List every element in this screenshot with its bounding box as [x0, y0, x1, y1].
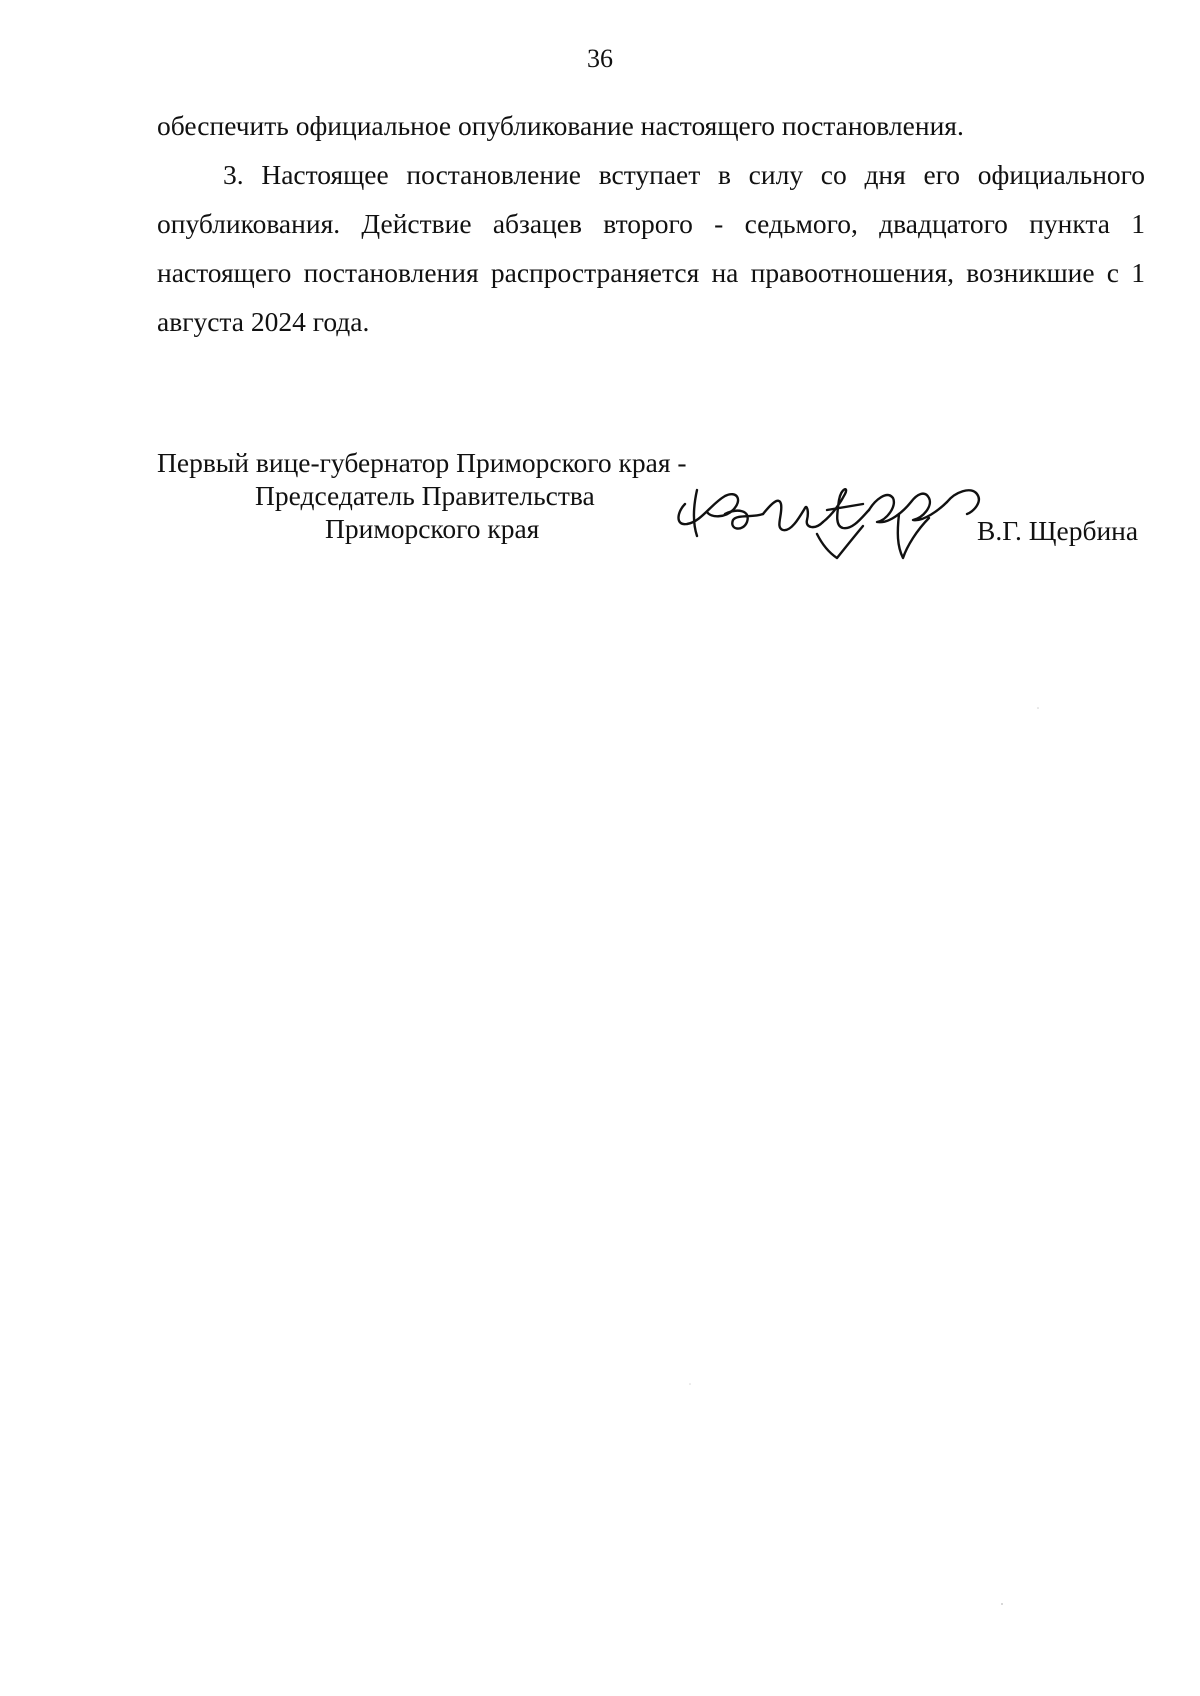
signer-title-line-2: Председатель Правительства: [255, 480, 595, 511]
signer-title-line-3: Приморского края: [325, 513, 540, 544]
paragraph-item-3: 3. Настоящее постановление вступает в силу со дня его официального опубликования. Действие абзацев второго - седьмого, двадцатого пункта 1 настоящего постановления распространяется на правоотношения, возникшие с 1 августа 2024 года.: [157, 159, 1145, 337]
document-body: [157, 101, 1145, 346]
page-number: 36: [587, 44, 613, 73]
signer-name: В.Г. Щербина: [977, 515, 1139, 546]
signer-title-line-1: Первый вице-губернатор Приморского края -: [157, 447, 687, 478]
paragraph-continuation: обеспечить официальное опубликование настоящего постановления.: [157, 110, 964, 141]
signature-block: [157, 446, 1157, 586]
